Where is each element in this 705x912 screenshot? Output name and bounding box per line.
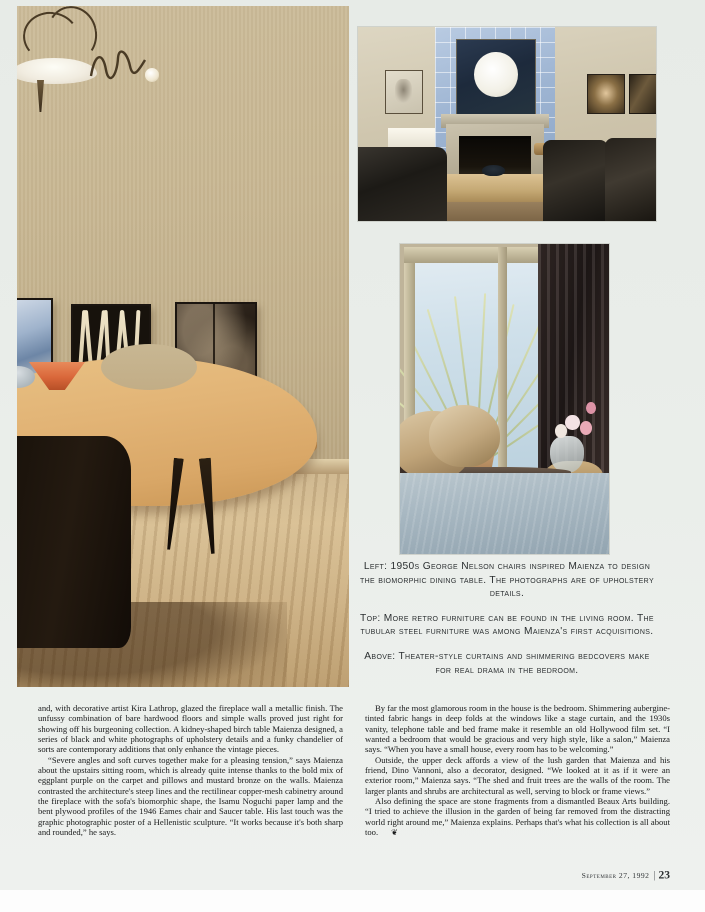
flower: [565, 415, 580, 431]
caption-text: More retro furniture can be found in the living room. The tubular steel furniture was among Maienza's first acquisitions.: [360, 612, 654, 638]
framed-photograph: [587, 74, 625, 115]
paragraph: “Severe angles and soft curves together make for a pleasing tension,” says Maienza about the upstairs sitting room, which is already quite intense thanks to the bold mix of eggplant purple on the carpet and pillows and mustard bronze on the walls. Maienza contrasted the architecture's steep lines and the rectilinear copper-mesh cabinetry around the fireplace with the sofa's biomorphic shape, the Isamu Noguchi paper lamp and the bent plywood profiles of the 1946 Eames chair and Saucer table. His last touch was the graphic photographic poster of a Hellenistic sculpture. “It works because it's both sharp and rounded,” he says.: [38, 754, 343, 838]
pillow: [429, 405, 500, 467]
chandelier-shade: [17, 58, 97, 84]
paragraph: By far the most glamorous room in the house is the bedroom. Shimmering aubergine-tinted fabric hangs in deep folds at the windows like a stage curtain, and the 1930s vanity, telephone table and bed frame make it resemble an old Hollywood film set. “I wanted a bedroom that would be gracious and very high style, like a salon,” Maienza says. “When you have a small house, every room has to be welcoming.”: [365, 703, 670, 755]
dining-room-photo: [17, 6, 349, 687]
footer-separator: |: [653, 869, 656, 881]
framed-photograph: [629, 74, 657, 115]
chandelier-bulb: [145, 68, 159, 82]
living-room-photo: [357, 26, 657, 222]
end-ornament-icon: ❦: [391, 828, 398, 838]
table-notch: [101, 344, 197, 390]
window-frame: [404, 247, 542, 263]
page-footer: [0, 866, 670, 884]
flower: [580, 421, 593, 435]
bedroom-photo: [399, 243, 610, 555]
caption-lead: Left:: [363, 561, 388, 572]
table-base: [17, 436, 131, 648]
page-bottom-margin: [0, 890, 705, 912]
caption-text: 1950s George Nelson chairs inspired Maienza to design the biomorphic dining table. The photographs are of upholstery details.: [360, 561, 654, 600]
flower: [555, 424, 568, 438]
paragraph-text: Also defining the space are stone fragments from a dismantled Beaux Arts building. “I tried to achieve the illusion in the garden of being far removed from the distracting world right around me,” Maienza explains. Perhaps that's what his collection is all about too.: [365, 796, 670, 838]
article-column-left: [38, 703, 343, 838]
tubular-steel-chair: [605, 138, 657, 221]
moon-painting: [456, 39, 535, 119]
shimmering-bedcover: [400, 473, 609, 554]
leather-sofa: [357, 147, 447, 221]
caption-left: [357, 560, 657, 601]
framed-portrait: [385, 70, 423, 115]
page-number: 23: [658, 869, 670, 882]
caption-top: [357, 612, 657, 639]
paragraph: Outside, the upper deck affords a view of the lush garden that Maienza and his friend, Dino Vannoni, also a decorator, designed. “We looked at it as if it were an exterior room,” Maienza says. “The shed and fruit trees are the walls of the room. The larger plants and shrubs are architectural as well, serving to block or frame views.”: [365, 754, 670, 796]
coffee-table: [447, 174, 542, 201]
article-column-right: [365, 703, 670, 838]
paragraph: and, with decorative artist Kira Lathrop, glazed the fireplace wall a metallic finish. The unfussy combination of bare hardwood floors and simple walls proved just right for showing off his burgeoning collection. A kidney-shaped birch table Maienza designed, a series of black and white photographs of upholstery details and a funky chandelier of sorts are contemporary additions that only enhance the vintage pieces.: [38, 703, 343, 755]
tubular-steel-chair: [543, 140, 609, 221]
issue-date: September 27, 1992: [581, 870, 650, 880]
article-body: [38, 703, 670, 838]
photo-captions: [357, 560, 657, 677]
paragraph: [365, 796, 670, 838]
caption-lead: Top:: [360, 612, 381, 624]
caption-lead: Above:: [364, 650, 396, 662]
caption-text: Theater-style curtains and shimmering bedcovers make for real drama in the bedroom.: [398, 650, 650, 676]
caption-above: [357, 650, 657, 677]
